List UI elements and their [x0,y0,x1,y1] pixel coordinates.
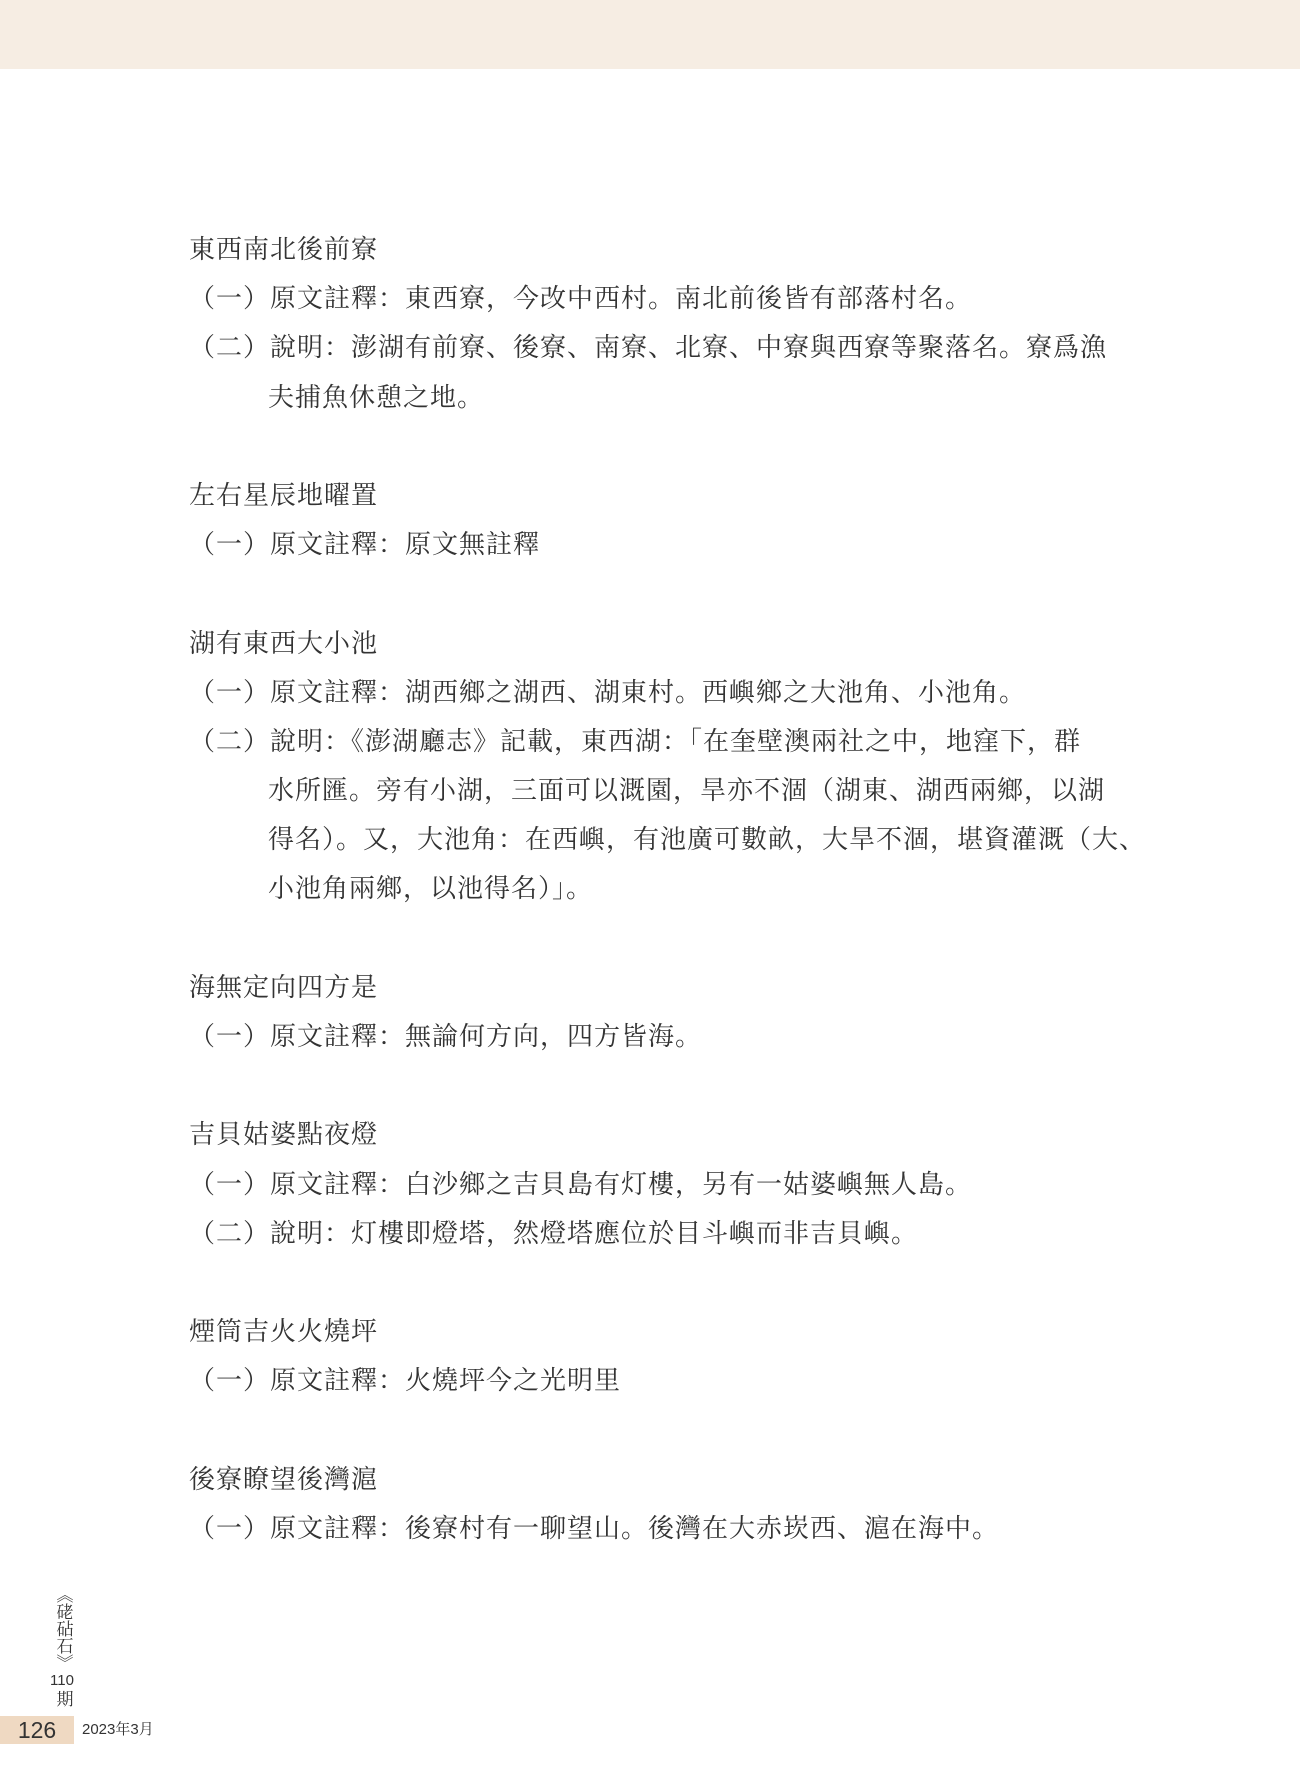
section-heading: 後寮瞭望後灣滬 [189,1464,379,1495]
section-2 [189,472,1189,570]
page-number: 126 [0,1716,74,1744]
section-heading: 左右星辰地曜置 [189,480,379,511]
section-1 [189,226,1189,423]
article-body [189,226,1189,1603]
section-heading: 東西南北後前寮 [189,235,379,265]
annotation-line: （一）原文註釋：火燒坪今之光明里 [189,1366,622,1397]
annotation-line: （一）原文註釋：無論何方向，四方皆海。 [189,1022,703,1052]
explanation-line: （二）說明：澎湖有前寮、後寮、南寮、北寮、中寮與西寮等聚落名。寮爲漁 [189,333,1108,364]
issue-date: 2023年3月 [82,1721,154,1738]
annotation-line: （一）原文註釋：湖西鄉之湖西、湖東村。西嶼鄉之大池角、小池角。 [189,677,1027,708]
section-heading: 煙筒吉火火燒坪 [189,1317,379,1348]
section-heading: 湖有東西大小池 [189,628,379,659]
explanation-line: （二）說明：《澎湖廳志》記載，東西湖：「在奎壁澳兩社之中，地窪下，群 [189,726,1082,757]
continuation-line: 水所匯。旁有小湖，三面可以溉園，旱亦不涸（湖東、湖西兩鄉，以湖 [268,776,1106,807]
continuation-line: 得名）。又，大池角：在西嶼，有池廣可數畝，大旱不涸，堪資灌溉（大、 [268,825,1147,856]
top-band [0,0,1300,69]
annotation-line: （一）原文註釋：原文無註釋 [189,530,541,561]
section-6 [189,1308,1189,1406]
explanation-line: （二）說明：灯樓即燈塔，然燈塔應位於目斗嶼而非吉貝嶼。 [189,1218,919,1249]
section-3 [189,620,1189,915]
section-5 [189,1111,1189,1259]
section-4 [189,964,1189,1062]
issue-suffix: 期 [52,1690,73,1707]
annotation-line: （一）原文註釋：後寮村有一聊望山。後灣在大赤崁西、滬在海中。 [189,1513,1000,1544]
magazine-issue-label [46,1586,78,1707]
section-heading: 海無定向四方是 [189,972,379,1003]
section-7 [189,1456,1189,1554]
continuation-line: 小池角兩鄉，以池得名）」。 [268,874,594,905]
issue-number: 110 [50,1672,74,1689]
continuation-line: 夫捕魚休憩之地。 [268,382,485,413]
section-heading: 吉貝姑婆點夜燈 [189,1120,379,1151]
magazine-title: 《硓砧石》 [52,1586,73,1671]
annotation-line: （一）原文註釋：東西寮，今改中西村。南北前後皆有部落村名。 [189,284,973,315]
annotation-line: （一）原文註釋：白沙鄉之吉貝島有灯樓，另有一姑婆嶼無人島。 [189,1169,973,1200]
